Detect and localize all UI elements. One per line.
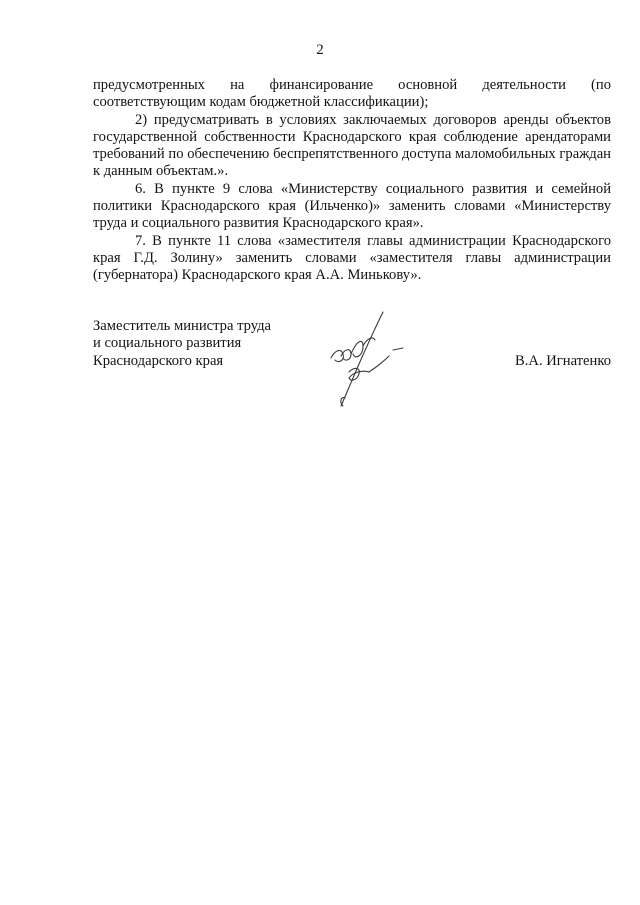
signer-title-line: Заместитель министра труда — [93, 318, 272, 334]
handwritten-signature — [323, 310, 413, 410]
signer-title — [93, 318, 333, 370]
signer-title-line: и социального развития — [93, 335, 242, 352]
page-number: 2 — [316, 42, 324, 58]
paragraph-item-2: 2) предусматривать в условиях заключаемых договоров аренды объектов государственной собственности Краснодарского края соблюдение арендаторами требований по обеспечению беспрепятственного доступа маломобильных граждан к данным объектам.». — [93, 111, 611, 180]
paragraph-item-7: 7. В пункте 11 слова «заместителя главы администрации Краснодарского края Г.Д. Золину» заменить словами «заместителя главы администрации (губернатора) Краснодарского края А.А. Минькову». — [93, 232, 611, 284]
document-body — [93, 77, 611, 285]
signer-name: В.А. Игнатенко — [515, 353, 611, 369]
signer-title-line: Краснодарского края — [93, 352, 224, 369]
paragraph-item-6: 6. В пункте 9 слова «Министерству социального развития и семейной политики Краснодарского края (Ильченко)» заменить словами «Министерству труда и социального развития Краснодарского края». — [93, 180, 611, 232]
signature-block — [93, 318, 611, 428]
paragraph-continuation: предусмотренных на финансирование основной деятельности (по соответствующим кодам бюджетной классификации); — [93, 77, 611, 111]
